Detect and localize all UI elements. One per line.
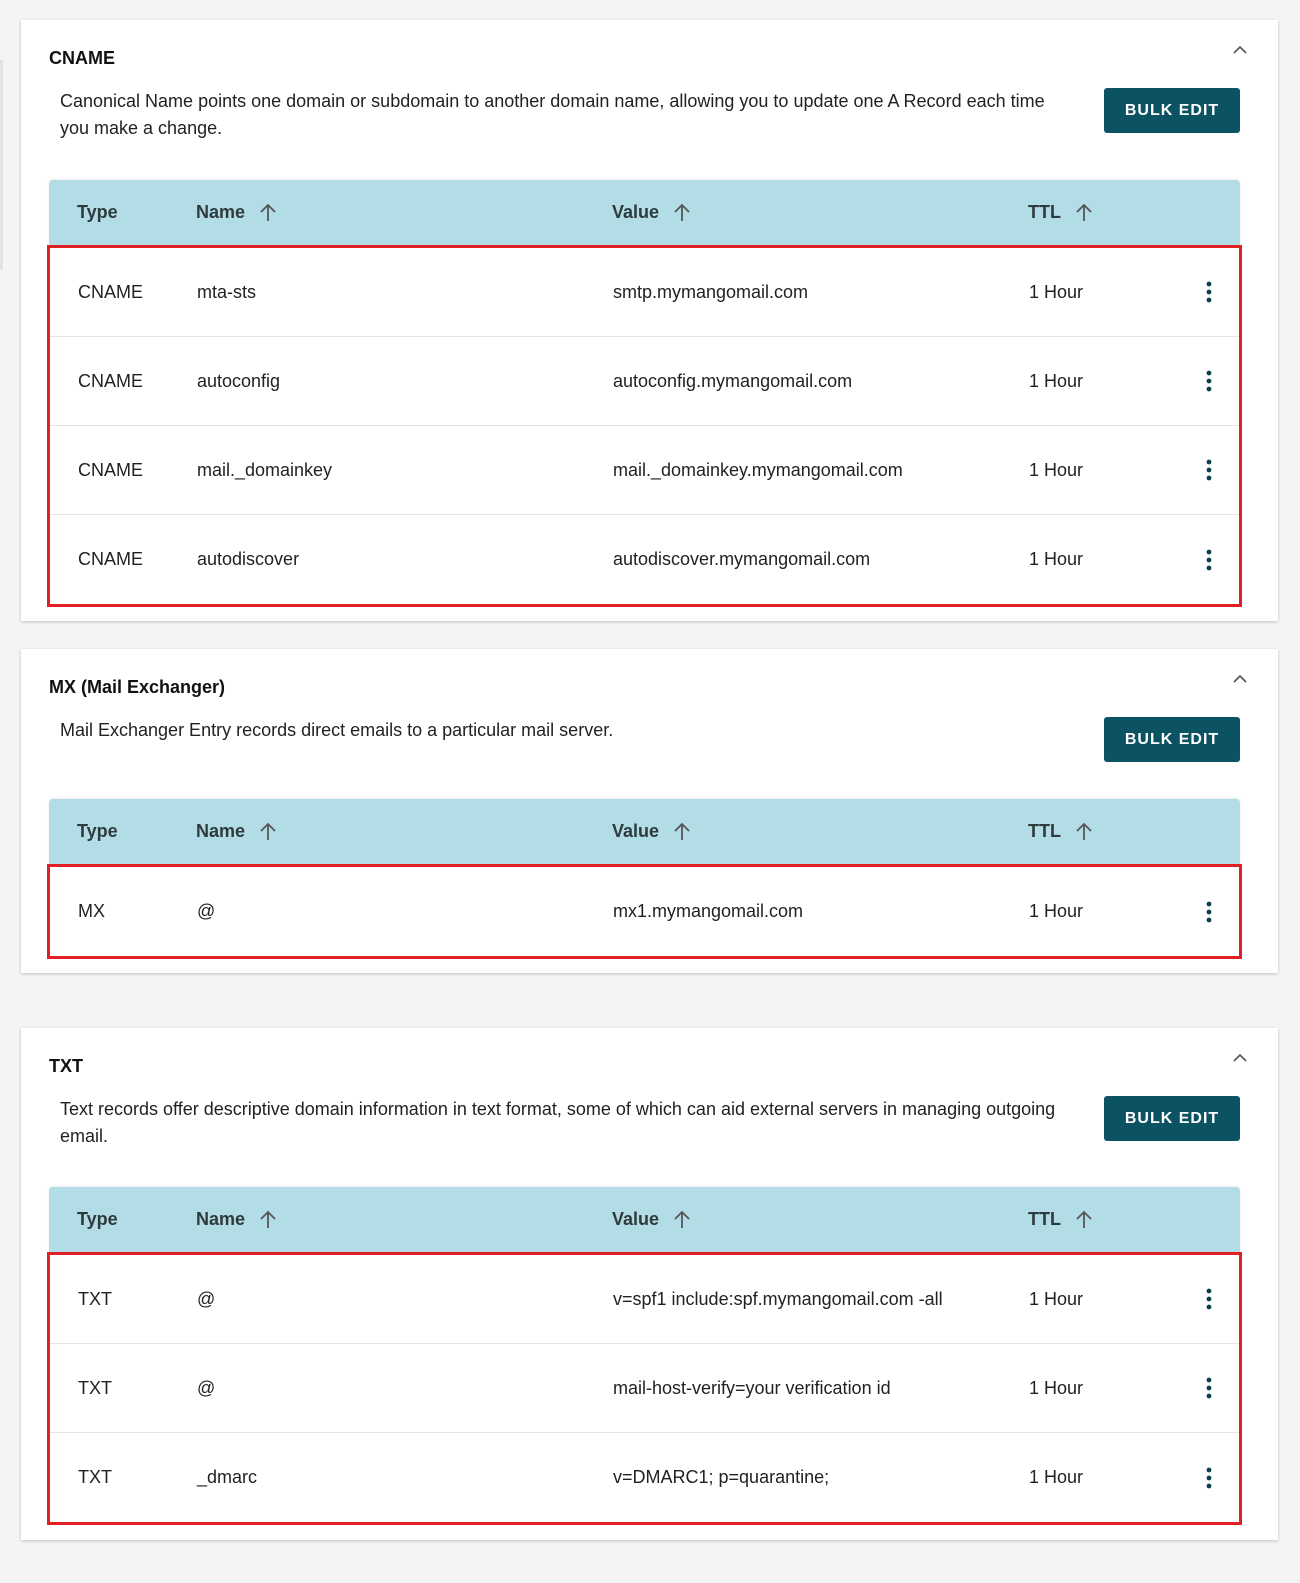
table-row <box>50 867 1239 956</box>
record-name: mta-sts <box>197 281 257 302</box>
record-ttl: 1 Hour <box>1029 549 1084 569</box>
column-header-type: Type <box>77 1209 118 1229</box>
section-description: Canonical Name points one domain or subdomain to another domain name, allowing you to update one A Record each time you make a change. <box>60 91 1045 138</box>
more-options-icon[interactable] <box>1205 1288 1213 1310</box>
table-header <box>49 799 1240 864</box>
column-header-value[interactable]: Value <box>612 180 691 245</box>
section-title: CNAME <box>49 48 115 68</box>
records-table <box>49 799 1240 959</box>
records-table <box>49 1187 1240 1525</box>
record-value: v=DMARC1; p=quarantine; <box>613 1467 830 1487</box>
bulk-edit-button[interactable]: BULK EDIT <box>1104 88 1240 133</box>
table-row <box>50 248 1239 337</box>
record-value: v=spf1 include:spf.mymangomail.com -all <box>613 1288 943 1309</box>
cname-section <box>21 20 1278 621</box>
record-type: CNAME <box>78 459 144 480</box>
bulk-edit-button[interactable]: BULK EDIT <box>1104 1096 1240 1141</box>
record-name: autoconfig <box>197 370 281 391</box>
highlighted-records <box>47 245 1242 607</box>
record-value: autodiscover.mymangomail.com <box>613 549 871 569</box>
record-type: CNAME <box>78 370 144 391</box>
table-row <box>50 426 1239 515</box>
sort-arrow-up-icon[interactable] <box>1075 1210 1093 1230</box>
table-header <box>49 180 1240 245</box>
more-options-icon[interactable] <box>1205 901 1213 923</box>
mx-section <box>21 649 1278 973</box>
chevron-up-icon[interactable] <box>1232 44 1248 56</box>
more-options-icon[interactable] <box>1205 1467 1213 1489</box>
record-type: TXT <box>78 1467 112 1487</box>
table-header <box>49 1187 1240 1252</box>
chevron-up-icon[interactable] <box>1232 673 1248 685</box>
record-value: mail._domainkey.mymangomail.com <box>613 459 903 480</box>
highlighted-records <box>47 1252 1242 1525</box>
table-row <box>50 515 1239 604</box>
record-name: mail._domainkey <box>197 459 333 480</box>
section-title: TXT <box>49 1056 83 1076</box>
sort-arrow-up-icon[interactable] <box>673 1210 691 1230</box>
record-ttl: 1 Hour <box>1029 1377 1084 1398</box>
records-table <box>49 180 1240 607</box>
record-value: mail-host-verify=your verification id <box>613 1377 891 1398</box>
sort-arrow-up-icon[interactable] <box>259 822 277 842</box>
sort-arrow-up-icon[interactable] <box>259 1210 277 1230</box>
record-type: TXT <box>78 1288 112 1309</box>
column-header-type: Type <box>77 821 118 841</box>
record-ttl: 1 Hour <box>1029 459 1084 480</box>
more-options-icon[interactable] <box>1205 1377 1213 1399</box>
sort-arrow-up-icon[interactable] <box>259 203 277 223</box>
record-ttl: 1 Hour <box>1029 1288 1084 1309</box>
table-row <box>50 1433 1239 1522</box>
more-options-icon[interactable] <box>1205 459 1213 481</box>
record-value: autoconfig.mymangomail.com <box>613 370 853 391</box>
txt-section <box>21 1028 1278 1540</box>
record-name: autodiscover <box>197 549 300 569</box>
more-options-icon[interactable] <box>1205 370 1213 392</box>
column-header-ttl[interactable]: TTL <box>1028 799 1093 864</box>
bulk-edit-button[interactable]: BULK EDIT <box>1104 717 1240 762</box>
record-ttl: 1 Hour <box>1029 901 1084 921</box>
column-header-name[interactable]: Name <box>196 180 277 245</box>
record-type: TXT <box>78 1377 112 1398</box>
record-name: @ <box>197 1288 216 1309</box>
record-type: MX <box>78 901 105 921</box>
table-row <box>50 337 1239 426</box>
sort-arrow-up-icon[interactable] <box>1075 822 1093 842</box>
column-header-type: Type <box>77 202 118 222</box>
section-description: Text records offer descriptive domain information in text format, some of which can aid external servers in managing outgoing email. <box>60 1099 1056 1146</box>
sort-arrow-up-icon[interactable] <box>673 203 691 223</box>
record-type: CNAME <box>78 549 144 569</box>
record-name: _dmarc <box>197 1467 258 1487</box>
column-header-name[interactable]: Name <box>196 799 277 864</box>
record-type: CNAME <box>78 281 144 302</box>
left-edge-divider <box>0 60 3 270</box>
record-value: smtp.mymangomail.com <box>613 281 809 302</box>
table-row <box>50 1344 1239 1433</box>
more-options-icon[interactable] <box>1205 549 1213 571</box>
sort-arrow-up-icon[interactable] <box>1075 203 1093 223</box>
record-ttl: 1 Hour <box>1029 370 1084 391</box>
column-header-ttl[interactable]: TTL <box>1028 1187 1093 1252</box>
section-title: MX (Mail Exchanger) <box>49 677 226 697</box>
record-ttl: 1 Hour <box>1029 1467 1084 1487</box>
table-row <box>50 1255 1239 1344</box>
record-name: @ <box>197 901 216 921</box>
sort-arrow-up-icon[interactable] <box>673 822 691 842</box>
column-header-value[interactable]: Value <box>612 1187 691 1252</box>
record-name: @ <box>197 1377 216 1398</box>
column-header-value[interactable]: Value <box>612 799 691 864</box>
more-options-icon[interactable] <box>1205 281 1213 303</box>
chevron-up-icon[interactable] <box>1232 1052 1248 1064</box>
record-ttl: 1 Hour <box>1029 281 1084 302</box>
column-header-name[interactable]: Name <box>196 1187 277 1252</box>
record-value: mx1.mymangomail.com <box>613 901 804 921</box>
column-header-ttl[interactable]: TTL <box>1028 180 1093 245</box>
section-description: Mail Exchanger Entry records direct emails to a particular mail server. <box>60 720 614 740</box>
highlighted-records <box>47 864 1242 959</box>
